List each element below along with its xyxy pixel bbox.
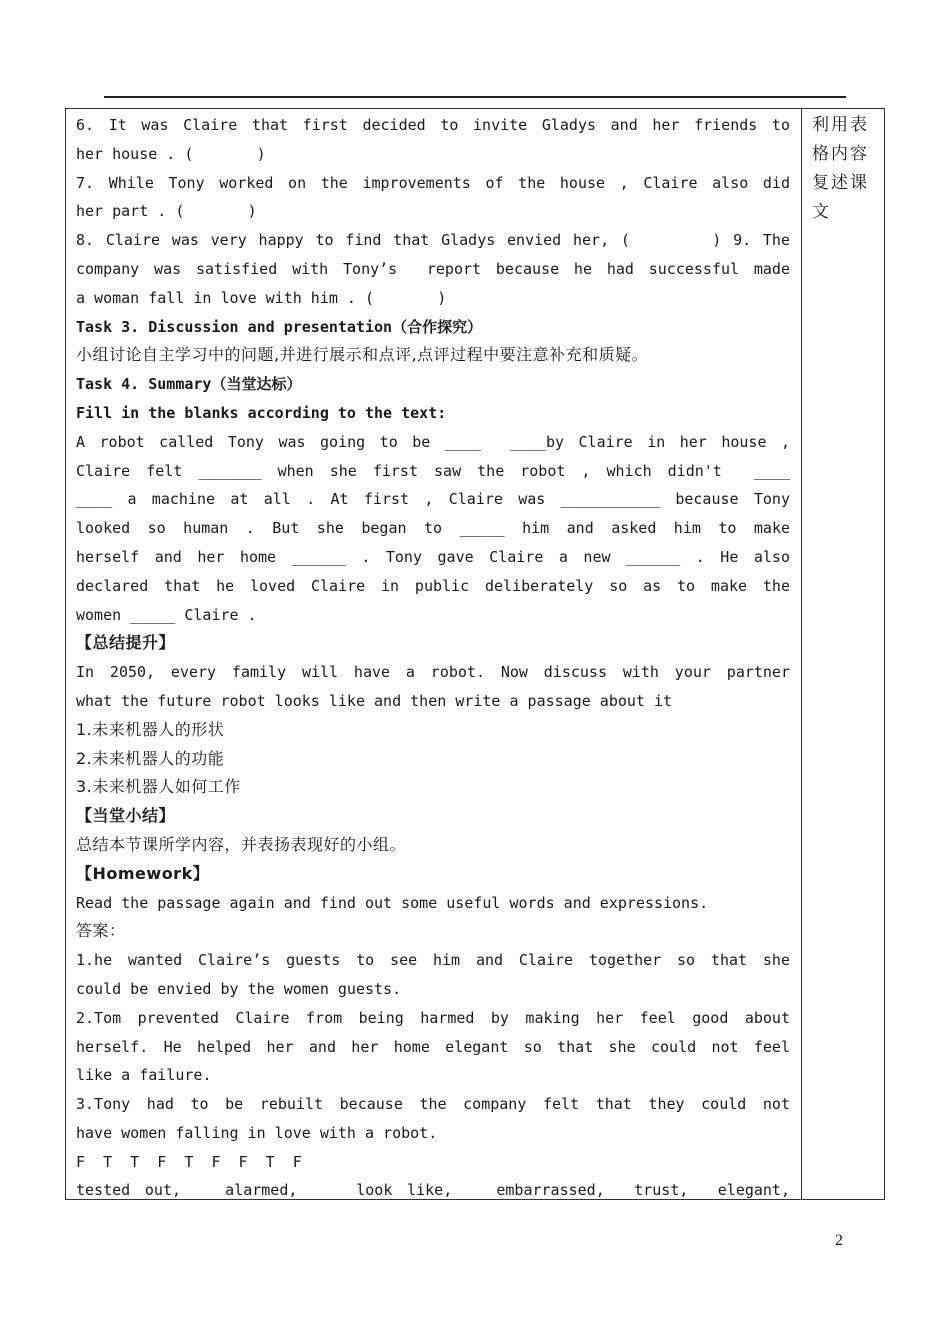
text-line: have women falling in love with a robot.: [76, 1123, 438, 1142]
text-line: 7. While Tony worked on the improvements of the house , Claire also did: [76, 173, 790, 192]
text-line: Task 4. Summary（当堂达标）: [76, 375, 302, 394]
text-line: herself. He helped her and her home elegant so that she could not feel: [76, 1037, 790, 1056]
lesson-table: [65, 108, 885, 1200]
text-line: a woman fall in love with him . ( ): [76, 288, 447, 307]
text-line: 答案：: [76, 921, 126, 941]
text-line: 3.未来机器人如何工作: [76, 777, 241, 797]
text-line: Read the passage again and find out some useful words and expressions.: [76, 893, 709, 912]
text-line: 3.Tony had to be rebuilt because the company felt that they could not: [76, 1095, 790, 1114]
text-line: 【当堂小结】: [76, 806, 176, 826]
side-note: 利用表格内容复述课文: [812, 115, 869, 222]
text-line: what the future robot looks like and then write a passage about it: [76, 691, 673, 710]
text-line: 8. Claire was very happy to find that Gladys envied her, ( ) 9. The: [76, 231, 790, 250]
text-line: 【总结提升】: [76, 633, 176, 653]
text-line: women _____ Claire .: [76, 605, 257, 624]
text-line: 【Homework】: [76, 863, 210, 883]
text-line: ____ a machine at all . At first , Claire was ___________ because Tony: [76, 490, 790, 509]
text-line: herself and her home ______ . Tony gave Claire a new ______ . He also: [76, 547, 790, 566]
text-line: 2.未来机器人的功能: [76, 748, 225, 768]
text-line: 6. It was Claire that first decided to invite Gladys and her friends to: [76, 116, 790, 134]
text-line: Claire felt _______ when she first saw the robot , which didn't ____: [76, 461, 790, 480]
text-line: could be envied by the women guests.: [76, 979, 402, 998]
text-line: declared that he loved Claire in public deliberately so as to make the: [76, 576, 790, 595]
text-line: 1.he wanted Claire’s guests to see him and Claire together so that she: [76, 951, 790, 970]
text-line: tested out, alarmed, look like, embarrassed, trust, elegant,: [76, 1181, 790, 1200]
text-line: Fill in the blanks according to the text:: [76, 403, 447, 422]
text-line: her part . ( ): [76, 202, 257, 221]
text-line: A robot called Tony was going to be ____ ____by Claire in her house ,: [76, 432, 790, 451]
main-content-column: [76, 111, 790, 1205]
text-line: 小组讨论自主学习中的问题,并进行展示和点评,点评过程中要注意补充和质疑。: [76, 345, 649, 365]
header-rule: [104, 96, 846, 98]
text-line: In 2050, every family will have a robot. Now discuss with your partner: [76, 663, 790, 682]
text-line: 总结本节课所学内容，并表扬表现好的小组。: [76, 834, 407, 854]
text-line: company was satisfied with Tony’s report because he had successful made: [76, 259, 790, 278]
text-line: Task 3. Discussion and presentation（合作探究）: [76, 317, 483, 336]
text-line: like a failure.: [76, 1066, 212, 1085]
text-line: looked so human . But she began to _____ him and asked him to make: [76, 519, 790, 538]
text-line: 2.Tom prevented Claire from being harmed by making her feel good about: [76, 1008, 790, 1027]
text-line: 1.未来机器人的形状: [76, 719, 225, 739]
text-line: her house . ( ): [76, 144, 266, 163]
text-line: F T T F T F F T F: [76, 1152, 302, 1171]
column-divider: [801, 109, 802, 1199]
page-number: 2: [835, 1232, 843, 1249]
